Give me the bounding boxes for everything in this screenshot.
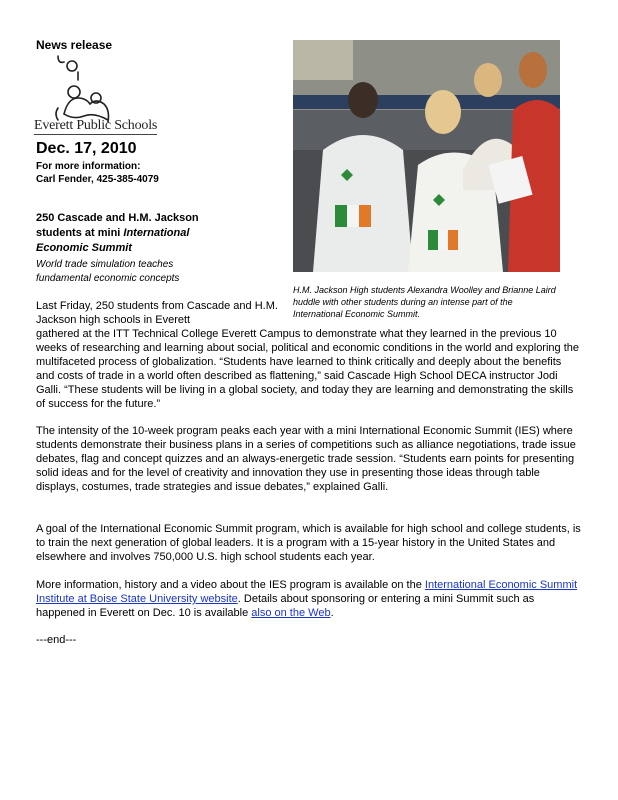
paragraph-1-intro: Last Friday, 250 students from Cascade and H.M. Jackson high schools in Everett: [36, 300, 278, 326]
paragraph-2: The intensity of the 10-week program peaks each year with a mini International Economic Summit (IES) where students demonstrate their business plans in a series of competitions such as alliance negotiations, trade issue debates, flag and concept quizzes and an always-energetic trade session. “Students earn points for presenting solid ideas and for the level of creativity and innovation they use in presenting those ideas through table displays, costumes, trade strategies and issue debates,” explained Galli.: [36, 425, 576, 493]
web-link[interactable]: also on the Web: [251, 607, 331, 619]
p4-text-start: More information, history and a video about the IES program is available on the: [36, 579, 425, 591]
release-date: Dec. 17, 2010: [36, 140, 137, 157]
subheadline: World trade simulation teaches fundamental economic concepts: [36, 259, 180, 284]
paragraph-1-body: gathered at the ITT Technical College Everett Campus to demonstrate what they learned in the previous 10 weeks of researching and learning about social, political and economic conditions in the world and exploring the multifaceted process of globalization. “Students have learned to think critically and deeply about the benefits and costs of trade in a world often described as flattening,” said Cascade High School DECA instructor Jodi Galli. “These students will be living in a global society, and today they are learning and demonstrating the skills of success for the future.”: [36, 328, 579, 410]
end-mark: ---end---: [36, 634, 77, 646]
info-label: For more information:: [36, 161, 141, 172]
headline: [36, 211, 236, 256]
district-logo-text: Everett Public Schools: [34, 118, 158, 133]
p4-text-end: .: [330, 607, 334, 619]
contact-line: Carl Fender, 425-385-4079: [36, 174, 159, 185]
photo-caption: H.M. Jackson High students Alexandra Woolley and Brianne Laird huddle with other students during an intense part of the International Economic Summit.: [293, 285, 556, 319]
paragraph-3: A goal of the International Economic Summit program, which is available for high school and college students, is to train the next generation of global leaders. It is a program with a 15-year history in the United States and elsewhere and involves 750,000 U.S. high school students each year.: [36, 523, 581, 563]
contact-info: [36, 160, 159, 186]
paragraph-4: [36, 578, 581, 620]
headline-text: 250 Cascade and H.M. Jackson students at mini: [36, 212, 199, 239]
p4-text-mid: . Details about sponsoring or entering a mini Summit such as happened in Everett on Dec. 10 is available: [36, 593, 535, 619]
news-release-label: News release: [36, 38, 113, 52]
ies-website-link[interactable]: International Economic Summit Institute at Boise State University website: [36, 579, 578, 605]
headline-emphasis: International Economic Summit: [36, 227, 190, 254]
students-photo: [293, 40, 560, 272]
